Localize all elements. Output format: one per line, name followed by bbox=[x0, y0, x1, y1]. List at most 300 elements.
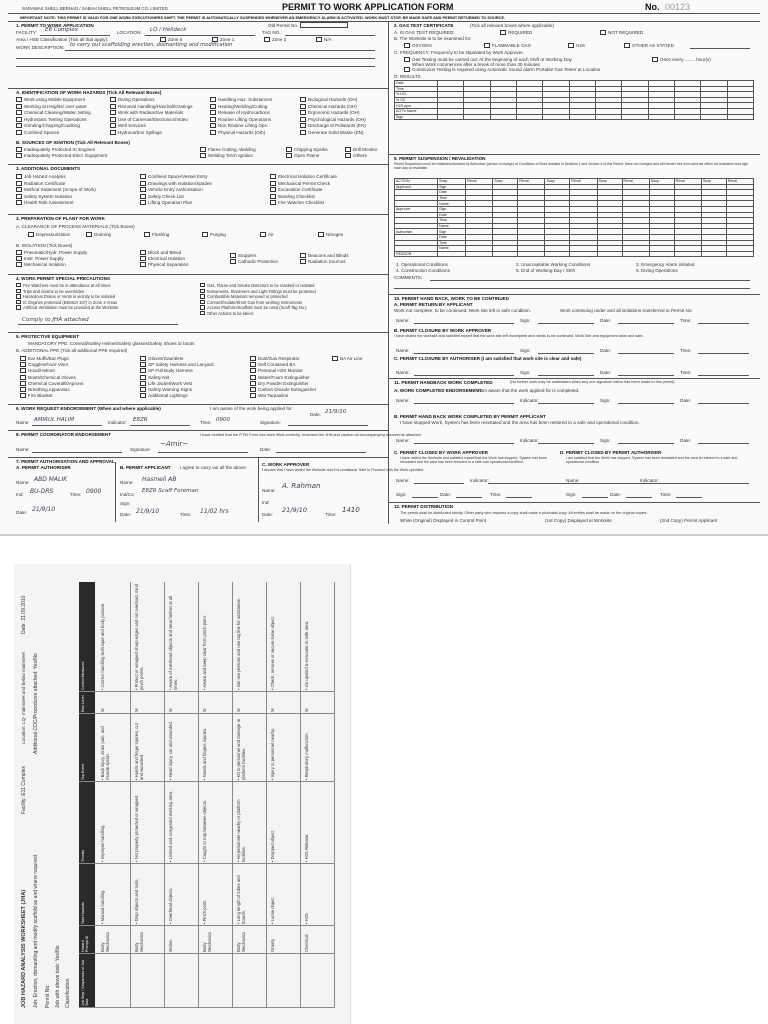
precaution-checkbox[interactable] bbox=[16, 294, 21, 298]
jha-cell-control: • Aware and keep clear from pinch point. bbox=[202, 615, 207, 690]
precaution-label: Connect/Isolate/Short Gas from working Instruments bbox=[207, 299, 303, 305]
suspension-cell[interactable] bbox=[518, 251, 545, 257]
isolation-label: Radiation Sources bbox=[308, 259, 346, 264]
suspension-row-label: Approver bbox=[395, 206, 438, 212]
results-row-label: Date bbox=[395, 81, 438, 87]
handback-field-line[interactable] bbox=[538, 375, 594, 376]
jha-cell-top: • Respiratory malfunction. bbox=[304, 732, 309, 780]
hazard-item-checkbox[interactable] bbox=[210, 123, 216, 128]
completed-d-note: I am satisfied that the Work has stopped, System has been reinstated and the area is restored to a safe and operational condition. bbox=[566, 456, 738, 465]
applicant-time-label: Time: bbox=[180, 512, 192, 517]
precautions-title: 4. WORK PERMIT SPECIAL PRECAUTIONS bbox=[16, 276, 111, 281]
ppe-item-checkbox[interactable] bbox=[140, 368, 146, 373]
handback-field-line[interactable] bbox=[414, 353, 514, 354]
ignition-checkbox[interactable] bbox=[16, 153, 22, 158]
precaution-checkbox[interactable] bbox=[16, 305, 21, 309]
authoriser-time-value[interactable]: 0900 bbox=[86, 488, 102, 495]
precaution-label: IC Engines protected (EEMUA 107) in Zone 2 Areas bbox=[23, 299, 118, 305]
ignition-checkbox[interactable] bbox=[200, 153, 206, 158]
hazard-item-checkbox[interactable] bbox=[300, 104, 306, 109]
jha-row-divider bbox=[300, 582, 301, 1008]
ignition-title: B. SOURCES OF IGNITION (Tick All Relevant Boxes) bbox=[16, 140, 130, 145]
ppe-item-checkbox[interactable] bbox=[20, 381, 26, 386]
precaution-label: Trips and Alarms to be overridden bbox=[23, 288, 85, 294]
approver-name-label: Name: bbox=[262, 488, 276, 493]
precaution-checkbox[interactable] bbox=[16, 289, 21, 293]
completed-field-label: Indicator: bbox=[520, 438, 539, 443]
document-item-label: Safety Check List bbox=[148, 193, 184, 199]
handback-field-line[interactable] bbox=[414, 323, 514, 324]
document-item-label: Fire Watcher Checklist bbox=[278, 200, 325, 205]
document-item-checkbox[interactable] bbox=[16, 181, 22, 186]
ignition-checkbox[interactable] bbox=[16, 147, 22, 152]
ppe-item-checkbox[interactable] bbox=[250, 375, 256, 380]
hazard-item-checkbox[interactable] bbox=[110, 123, 116, 128]
endorsement-date-label: Date: bbox=[310, 412, 321, 417]
hazard-item-label: Use of Cameras/Electronics/Video bbox=[118, 116, 188, 122]
suspension-field-label: Time bbox=[438, 218, 466, 224]
hazard-item-label: Well Services bbox=[118, 123, 146, 128]
document-item-label: Lifting Operation Plan bbox=[148, 200, 193, 205]
document-item-checkbox[interactable] bbox=[140, 174, 146, 179]
na-checkbox[interactable] bbox=[316, 37, 322, 42]
hazard-item-label: Non Routine Lifting Ops. bbox=[218, 123, 269, 128]
hazard-item-checkbox[interactable] bbox=[210, 104, 216, 109]
isolation-checkbox[interactable] bbox=[140, 262, 146, 267]
ppe-item-checkbox[interactable] bbox=[250, 393, 256, 398]
completed-a: A. WORK COMPLETED ENDORSEMENT bbox=[394, 388, 482, 393]
document-item-label: Health Risk Assessment bbox=[24, 200, 74, 205]
suspension-field-label: Sign bbox=[438, 206, 466, 212]
ppe-item-checkbox[interactable] bbox=[20, 362, 26, 367]
completed-field-line[interactable] bbox=[456, 497, 482, 498]
document-item-checkbox[interactable] bbox=[140, 181, 146, 186]
results-cell[interactable] bbox=[648, 114, 674, 120]
clearance-label: Air bbox=[268, 232, 274, 237]
suspension-field-label bbox=[438, 251, 466, 257]
hazards-title: A. IDENTIFICATION OF WORK HAZARDS (Tick All Relevant Boxes) bbox=[16, 90, 162, 95]
suspension-cell[interactable] bbox=[493, 251, 518, 257]
completed-field-line[interactable] bbox=[414, 443, 514, 444]
results-row-label: % LEL bbox=[395, 92, 438, 98]
clearance-checkbox[interactable] bbox=[86, 232, 92, 237]
ppe-item-checkbox[interactable] bbox=[140, 356, 146, 361]
results-cell[interactable] bbox=[622, 114, 648, 120]
hazard-item-checkbox[interactable] bbox=[300, 123, 306, 128]
distribution-white: White (Original) Displayed in Control Point bbox=[400, 518, 487, 523]
hazard-item-checkbox[interactable] bbox=[110, 97, 116, 102]
results-cell[interactable] bbox=[490, 114, 516, 120]
handback-field-line[interactable] bbox=[538, 323, 594, 324]
approver-note: I declare that I have visited the Worksite and it is conditional 'Safe to Proceed' with the Work specified. bbox=[262, 468, 425, 472]
completed-field-label: Date: bbox=[610, 492, 621, 497]
precaution-label: Other Actions to be taken: bbox=[207, 311, 255, 316]
jha-cell-hazard: • Long length of tubes and boards. bbox=[236, 875, 246, 924]
document-item-checkbox[interactable] bbox=[140, 194, 146, 199]
applicant-name-value[interactable]: Hasmeli AB bbox=[142, 476, 177, 483]
endorsement-indicator-value[interactable]: E8ZR bbox=[133, 417, 148, 423]
coordinator-signature[interactable]: ~Amir~ bbox=[160, 440, 189, 448]
jha-classification: Classification bbox=[65, 978, 71, 1008]
hazard-item-checkbox[interactable] bbox=[210, 97, 216, 102]
jha-col-header: Task Hazards bbox=[81, 902, 85, 924]
clearance-checkbox[interactable] bbox=[260, 232, 266, 237]
handback-field-line[interactable] bbox=[698, 323, 749, 324]
handback-field-line[interactable] bbox=[538, 353, 594, 354]
results-cell[interactable] bbox=[569, 114, 595, 120]
other-checkbox[interactable] bbox=[624, 43, 630, 48]
completed-field-line[interactable] bbox=[506, 497, 532, 498]
handback-field-line[interactable] bbox=[618, 353, 674, 354]
hazard-item-label: Work with Radioactive Materials bbox=[118, 110, 184, 115]
hazard-item-checkbox[interactable] bbox=[16, 123, 22, 128]
ignition-checkbox[interactable] bbox=[345, 147, 351, 152]
isolation-checkbox[interactable] bbox=[230, 259, 236, 264]
completed-field-label: Indicator: bbox=[470, 478, 489, 483]
isolation-checkbox[interactable] bbox=[300, 253, 306, 258]
authoriser-name-value[interactable]: ABD MALIK bbox=[34, 476, 68, 483]
suspension-field-label: Name bbox=[438, 201, 466, 207]
precaution-checkbox[interactable] bbox=[200, 283, 205, 287]
hazard-item-label: Physical Hazards (Oth) bbox=[218, 129, 266, 135]
jha-cell-threat: • H2S Release. bbox=[304, 833, 309, 862]
results-row-label: % O2 bbox=[395, 97, 438, 103]
handback-a: A. PERMIT RETURN BY APPLICANT bbox=[394, 302, 473, 307]
results-cell[interactable] bbox=[464, 114, 490, 120]
jha-row-divider bbox=[130, 582, 131, 1008]
ba-air-line-checkbox[interactable] bbox=[332, 356, 338, 361]
hazard-item-checkbox[interactable] bbox=[110, 117, 116, 122]
ppe-item-checkbox[interactable] bbox=[140, 393, 146, 398]
suspension-cell[interactable] bbox=[701, 251, 726, 257]
freq-continuous-checkbox[interactable] bbox=[404, 67, 410, 72]
ignition-checkbox[interactable] bbox=[286, 153, 292, 158]
oxygen-checkbox[interactable] bbox=[404, 43, 410, 48]
freq-shift-checkbox[interactable] bbox=[404, 57, 410, 62]
h2s-checkbox[interactable] bbox=[568, 43, 574, 48]
old-permit-field[interactable] bbox=[300, 22, 348, 28]
completed-field-line[interactable] bbox=[538, 443, 594, 444]
isolation-checkbox[interactable] bbox=[140, 256, 146, 261]
zone2-checkbox[interactable] bbox=[264, 37, 270, 42]
applicant-note: I agree to carry out all the above. bbox=[180, 465, 248, 470]
hazard-item-checkbox[interactable] bbox=[300, 117, 306, 122]
endorsement-date-value[interactable]: 21/9/10 bbox=[325, 409, 347, 415]
completed-field-label: Sign: bbox=[600, 438, 611, 443]
handback-field-line[interactable] bbox=[618, 375, 674, 376]
document-item-checkbox[interactable] bbox=[16, 194, 22, 199]
ppe-item-label: Dry Powder Extinguisher bbox=[258, 380, 309, 386]
isolation-label: Mechanical Isolation bbox=[24, 262, 66, 267]
ppe-item-checkbox[interactable] bbox=[20, 368, 26, 373]
clearance-checkbox[interactable] bbox=[202, 232, 208, 237]
gas-test-b: B. The Worksite is to be examined for: bbox=[394, 36, 472, 41]
hazard-item-label: Diving Operations bbox=[118, 97, 155, 102]
isolation-checkbox[interactable] bbox=[16, 250, 22, 255]
hazard-item-checkbox[interactable] bbox=[300, 130, 306, 135]
document-item-checkbox[interactable] bbox=[16, 187, 22, 192]
ppe-item-label: Goggles/Face Visor bbox=[28, 362, 69, 368]
document-item-checkbox[interactable] bbox=[270, 174, 276, 179]
ignition-item: Inadequately Protected IC Engines bbox=[24, 147, 95, 152]
ppe-item-checkbox[interactable] bbox=[20, 356, 26, 361]
suspension-cell[interactable] bbox=[545, 251, 570, 257]
hazard-item-checkbox[interactable] bbox=[16, 104, 22, 109]
completed-field-line[interactable] bbox=[538, 403, 594, 404]
isolation-checkbox[interactable] bbox=[16, 262, 22, 267]
company-name: SARAWAK SHELL BERHAD / SABAH SHELL PETROLEUM CO. LIMITED bbox=[22, 6, 168, 11]
hazard-item-checkbox[interactable] bbox=[210, 117, 216, 122]
frequency-label: C. FREQUENCY: Frequency to be stipulated by Work Approver. bbox=[394, 50, 524, 55]
completed-field-line[interactable] bbox=[618, 443, 674, 444]
facility-value[interactable]: E8 Complex bbox=[45, 27, 78, 33]
jha-date: Date: 21.09.2010 bbox=[21, 595, 27, 634]
completed-field-line[interactable] bbox=[414, 403, 514, 404]
approver-date-value[interactable]: 21/9/10 bbox=[282, 506, 308, 514]
hazard-item-checkbox[interactable] bbox=[16, 110, 22, 115]
completed-field-line[interactable] bbox=[626, 497, 652, 498]
document-item-checkbox[interactable] bbox=[270, 200, 276, 205]
completed-field-label: Sign: bbox=[396, 492, 407, 497]
hazard-item-checkbox[interactable] bbox=[16, 130, 22, 135]
ppe-item-label: Water/Foam Extinguisher bbox=[258, 374, 310, 380]
results-cell[interactable] bbox=[701, 114, 727, 120]
jha-cell-control: • Aware of overhead objects and wear helmet at all times. bbox=[168, 595, 178, 690]
jha-worksheet bbox=[14, 564, 351, 1024]
authoriser-ind-value[interactable]: BU-DRS bbox=[30, 488, 54, 495]
precautions-handwritten[interactable]: Comply to JHA attached bbox=[22, 317, 89, 323]
form-number-label: No. bbox=[645, 2, 660, 12]
completed-field-line[interactable] bbox=[698, 403, 749, 404]
completed-field-line[interactable] bbox=[676, 497, 702, 498]
endorsement-name-value[interactable]: AMIRUL HALIM bbox=[34, 417, 75, 423]
gas-required-checkbox[interactable] bbox=[500, 30, 506, 35]
handback-field-label: Time: bbox=[680, 348, 692, 353]
hazard-item-checkbox[interactable] bbox=[16, 117, 22, 122]
jha-row-divider bbox=[198, 582, 199, 1008]
isolation-label: Physical Separation bbox=[148, 262, 189, 267]
jha-col-header: Hazard Prompt ID bbox=[81, 935, 89, 952]
hazard-item-label: Handling Haz. Substances bbox=[218, 97, 273, 102]
completed-field-line[interactable] bbox=[414, 483, 464, 484]
clearance-checkbox[interactable] bbox=[28, 232, 34, 237]
precaution-checkbox[interactable] bbox=[16, 300, 21, 304]
suspension-cell[interactable] bbox=[649, 251, 674, 257]
facility-label: FACILITY: bbox=[16, 30, 37, 35]
completed-field-line[interactable] bbox=[618, 403, 674, 404]
document-item-checkbox[interactable] bbox=[270, 181, 276, 186]
hazard-item-checkbox[interactable] bbox=[210, 110, 216, 115]
gas-required-label: REQUIRED bbox=[508, 30, 533, 35]
document-item-checkbox[interactable] bbox=[140, 187, 146, 192]
completed-field-line[interactable] bbox=[658, 483, 749, 484]
ppe-item-label: Safety Net bbox=[148, 374, 170, 380]
clearance-title: A. CLEARANCE OF PROCESS MATERIALS (Tick Boxes) bbox=[16, 224, 135, 229]
ignition-checkbox[interactable] bbox=[345, 153, 351, 158]
document-item-label: Method Statement (Scope of Work) bbox=[24, 187, 96, 192]
ppe-item-checkbox[interactable] bbox=[250, 387, 256, 392]
suspension-col-header: Susp bbox=[438, 179, 466, 185]
gas-results-grid bbox=[394, 80, 754, 120]
jha-cell-control: • Check, remove or secure loose object. bbox=[270, 615, 275, 690]
ppe-item-checkbox[interactable] bbox=[20, 375, 26, 380]
ppe-item-checkbox[interactable] bbox=[140, 381, 146, 386]
location-value[interactable]: LQ / Helideck bbox=[150, 27, 187, 33]
hazard-item-checkbox[interactable] bbox=[210, 130, 216, 135]
applicant-ind-value[interactable]: E8ZR Scaff Foreman bbox=[142, 488, 199, 494]
handback-field-line[interactable] bbox=[698, 353, 749, 354]
coordinator-name-label: Name: bbox=[16, 447, 30, 452]
jha-job: Job: Erection, dismantling and modify scaffold as and where required. bbox=[33, 853, 39, 1008]
precaution-label: Fire Watchers must be in attendance at all times bbox=[23, 283, 111, 288]
endorsement-signature-label: Signature: bbox=[260, 420, 281, 425]
distribution-first: (1st Copy) Displayed at Worksite bbox=[545, 518, 612, 523]
clearance-checkbox[interactable] bbox=[144, 232, 150, 237]
completed-field-label: Name: bbox=[396, 398, 410, 403]
form-title: PERMIT TO WORK APPLICATION FORM bbox=[282, 2, 454, 12]
ba-air-line-label: BA Air Line bbox=[340, 356, 363, 361]
completed-field-label: Name: bbox=[396, 478, 410, 483]
suspension-cell[interactable] bbox=[597, 251, 622, 257]
precaution-checkbox[interactable] bbox=[200, 289, 205, 293]
zone2-label: Zone 2 bbox=[272, 37, 287, 42]
document-item-checkbox[interactable] bbox=[16, 200, 22, 205]
jha-cell-top: • Hands and finger injuries, cut and wounded. bbox=[134, 723, 144, 780]
suspension-row-label: Applicant bbox=[395, 184, 438, 190]
applicant-name-label: Name: bbox=[120, 480, 134, 485]
results-cell[interactable] bbox=[516, 114, 542, 120]
handback-field-line[interactable] bbox=[414, 375, 514, 376]
handback-a-note2: Work continuing under and all isolations transferred to Permit No: bbox=[560, 308, 693, 313]
document-item-checkbox[interactable] bbox=[16, 174, 22, 179]
suspension-col-header: Susp bbox=[597, 179, 622, 185]
suspension-text: Permit Suspension must be initiated/authorised by Authoriser (person in charge) at Conditions of Work detailed in Sections 1 and Section 4 of this Permit. Have not changed and will remain free from adverse effect. As indicated must sign each day to revalidate. bbox=[394, 162, 749, 171]
document-item-checkbox[interactable] bbox=[270, 194, 276, 199]
authoriser-time-label: Time: bbox=[70, 492, 82, 497]
isolation-checkbox[interactable] bbox=[16, 256, 22, 261]
endorsement-name-label: Name: bbox=[16, 420, 30, 425]
isolation-checkbox[interactable] bbox=[300, 259, 306, 264]
results-cell[interactable] bbox=[543, 114, 569, 120]
ppe-item-checkbox[interactable] bbox=[250, 362, 256, 367]
suspension-cell[interactable] bbox=[674, 251, 701, 257]
completed-field-line[interactable] bbox=[582, 497, 608, 498]
precaution-checkbox[interactable] bbox=[200, 311, 205, 315]
jha-cell-control: • Protect or wrapped sharp edges and not overload, mind pinch points. bbox=[134, 584, 144, 690]
suspension-cell[interactable] bbox=[622, 251, 649, 257]
jha-cell-prompt: Gravity bbox=[270, 938, 275, 952]
suspension-cell[interactable] bbox=[466, 251, 493, 257]
suspension-reason: 2. Unacceptable Working Conditions bbox=[516, 262, 591, 267]
applicant-time-value[interactable]: 11/02 hrs bbox=[200, 508, 229, 515]
oxygen-label: OXYGEN bbox=[412, 43, 432, 48]
suspension-col-header: Reval bbox=[570, 179, 597, 185]
handback-field-line[interactable] bbox=[618, 323, 674, 324]
ppe-item-checkbox[interactable] bbox=[20, 393, 26, 398]
results-cell[interactable] bbox=[674, 114, 700, 120]
isolation-label: Electrical Isolation bbox=[148, 256, 186, 261]
other-label: OTHER AS STATED bbox=[632, 43, 674, 48]
endorsement-time-value[interactable]: 0900 bbox=[216, 417, 230, 423]
ppe-item-checkbox[interactable] bbox=[20, 387, 26, 392]
jha-permit-no: Permit No: bbox=[45, 984, 51, 1008]
ppe-item-checkbox[interactable] bbox=[140, 362, 146, 367]
hazard-item-label: Chemical Hazards (OH) bbox=[308, 103, 357, 109]
approver-time-value[interactable]: 1410 bbox=[342, 506, 360, 514]
ppe-item-label: SP Full Body Harness bbox=[148, 368, 193, 374]
precaution-label: Artificial Ventilation must be provided at the Worksite bbox=[23, 305, 119, 311]
handback-field-line[interactable] bbox=[698, 375, 749, 376]
gas-not-required-checkbox[interactable] bbox=[600, 30, 606, 35]
applicant-ind-label: Ind/Co: bbox=[120, 492, 135, 497]
completed-field-line[interactable] bbox=[698, 443, 749, 444]
document-item-checkbox[interactable] bbox=[140, 200, 146, 205]
once-every-checkbox[interactable] bbox=[652, 57, 658, 62]
jha-col-divider bbox=[79, 925, 335, 926]
suspension-field-label: Date bbox=[438, 190, 466, 196]
results-cell[interactable] bbox=[727, 114, 753, 120]
ppe-item-checkbox[interactable] bbox=[140, 387, 146, 392]
suspension-cell[interactable] bbox=[726, 251, 753, 257]
ppe-item-checkbox[interactable] bbox=[250, 381, 256, 386]
suspension-col-header: Reval bbox=[466, 179, 493, 185]
precaution-checkbox[interactable] bbox=[200, 300, 205, 304]
hazard-item-checkbox[interactable] bbox=[110, 104, 116, 109]
suspension-field-label: Name bbox=[438, 246, 466, 252]
results-cell[interactable] bbox=[595, 114, 621, 120]
isolation-checkbox[interactable] bbox=[230, 253, 236, 258]
document-item-checkbox[interactable] bbox=[270, 187, 276, 192]
hazard-item-checkbox[interactable] bbox=[110, 130, 116, 135]
zone1-label: Zone 1 bbox=[220, 37, 235, 42]
ppe-item-checkbox[interactable] bbox=[140, 375, 146, 380]
clearance-checkbox[interactable] bbox=[318, 232, 324, 237]
results-cell[interactable] bbox=[438, 114, 464, 120]
hazard-item-label: Chemical Cleaning/Water Jetting bbox=[24, 110, 91, 115]
ppe-item-label: Carbon Dioxide Extinguisher bbox=[258, 387, 317, 392]
isolation-checkbox[interactable] bbox=[140, 250, 146, 255]
precaution-checkbox[interactable] bbox=[200, 294, 205, 298]
ignition-item: Inadequately Protected Elect. Equipment bbox=[24, 153, 108, 158]
authoriser-date-value[interactable]: 21/9/10 bbox=[32, 506, 56, 513]
hazard-item-checkbox[interactable] bbox=[300, 110, 306, 115]
hazard-item-checkbox[interactable] bbox=[300, 97, 306, 102]
ppe-item-label: Chemical Coveralls/Aprons bbox=[28, 380, 84, 386]
ppe-item-checkbox[interactable] bbox=[250, 356, 256, 361]
approver-name-value[interactable]: A. Rahman bbox=[282, 482, 321, 490]
hazard-item-checkbox[interactable] bbox=[16, 97, 22, 102]
completed-field-line[interactable] bbox=[412, 497, 438, 498]
ppe-item-checkbox[interactable] bbox=[250, 368, 256, 373]
jha-cell-top: • Back injury, strain pain, and muscle sprain. bbox=[100, 726, 110, 780]
suspension-cell[interactable] bbox=[570, 251, 597, 257]
hazard-item-checkbox[interactable] bbox=[110, 110, 116, 115]
clearance-label: Draining bbox=[94, 232, 112, 237]
jha-cell-hazard: • H2S bbox=[304, 913, 309, 924]
ignition-checkbox[interactable] bbox=[286, 147, 292, 152]
completed-field-line[interactable] bbox=[584, 483, 634, 484]
flammable-checkbox[interactable] bbox=[484, 43, 490, 48]
jha-row-divider bbox=[232, 582, 233, 1008]
gas-test-a: A. IS GAS TEST REQUIRED: bbox=[394, 30, 455, 35]
applicant-date-value[interactable]: 21/9/10 bbox=[136, 508, 160, 515]
comments-label: COMMENTS: bbox=[394, 275, 423, 280]
precaution-checkbox[interactable] bbox=[200, 305, 205, 309]
precaution-checkbox[interactable] bbox=[16, 283, 21, 287]
ignition-checkbox[interactable] bbox=[200, 147, 206, 152]
document-item-label: Job Hazard Analysis bbox=[24, 174, 66, 179]
work-description-value[interactable]: to carry out scaffolding erection, dismantling and modification bbox=[70, 42, 233, 48]
